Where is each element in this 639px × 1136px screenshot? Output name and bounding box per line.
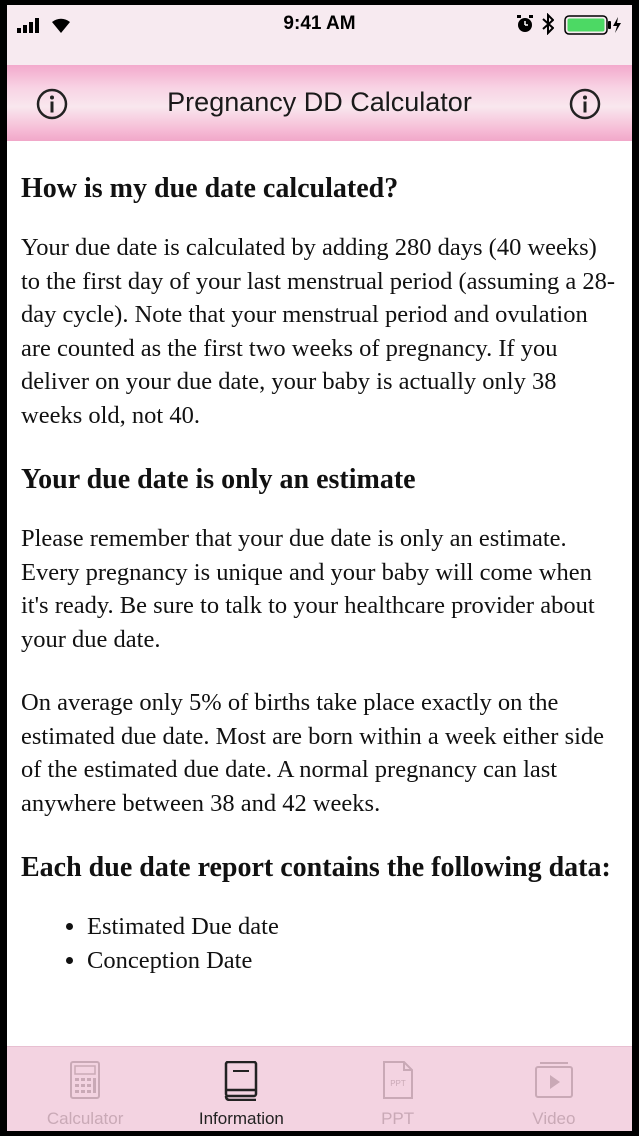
tab-label: Calculator	[46, 1109, 124, 1128]
tab-calculator[interactable]	[7, 1047, 163, 1131]
app-screen	[7, 5, 632, 1131]
report-data-list	[21, 910, 618, 977]
information-content[interactable]	[7, 141, 632, 1046]
calculator-icon	[70, 1061, 100, 1099]
section-heading: How is my due date calculated?	[21, 173, 399, 204]
tab-label: PPT	[381, 1109, 415, 1128]
tab-label: Video	[532, 1109, 576, 1128]
ppt-file-icon	[383, 1061, 413, 1099]
status-time: 9:41 AM	[283, 13, 356, 34]
tab-bar	[7, 1046, 632, 1131]
list-item: • Conception Date	[87, 944, 618, 978]
status-bar	[7, 5, 632, 65]
tab-video[interactable]	[476, 1047, 632, 1131]
bluetooth-icon	[542, 13, 554, 35]
section-paragraph: On average only 5% of births take place exactly on the estimated due date. Most are born within a week either side of the estimated due date. A normal pregnancy can last anywhere between 38 and 42 weeks.	[21, 689, 605, 817]
section-heading: Your due date is only an estimate	[21, 464, 416, 495]
section-paragraph: Your due date is calculated by adding 280 days (40 weeks) to the first day of your last menstrual period (assuming a 28-day cycle). Note that your menstrual period and ovulation are counted as the first two weeks of pregnancy. If you deliver on your due date, your baby is actually only 38 weeks old, not 40.	[21, 234, 615, 429]
tab-ppt[interactable]	[320, 1047, 476, 1131]
alarm-icon	[516, 15, 534, 33]
section-paragraph: Please remember that your due date is only an estimate. Every pregnancy is unique and your baby will come when it's ready. Be sure to talk to your healthcare provider about your due date.	[21, 525, 595, 653]
page-title: Pregnancy DD Calculator	[167, 87, 472, 117]
battery-icon	[564, 15, 622, 35]
tab-information[interactable]	[163, 1047, 319, 1131]
section-heading: Each due date report contains the following data:	[21, 852, 611, 883]
navigation-bar	[7, 65, 632, 141]
video-icon	[534, 1061, 574, 1099]
tab-label: Information	[198, 1109, 284, 1128]
book-icon	[224, 1061, 258, 1101]
list-item: • Estimated Due date	[87, 910, 618, 944]
info-icon[interactable]	[568, 87, 602, 121]
svg-text:PPT: PPT	[389, 1079, 406, 1088]
